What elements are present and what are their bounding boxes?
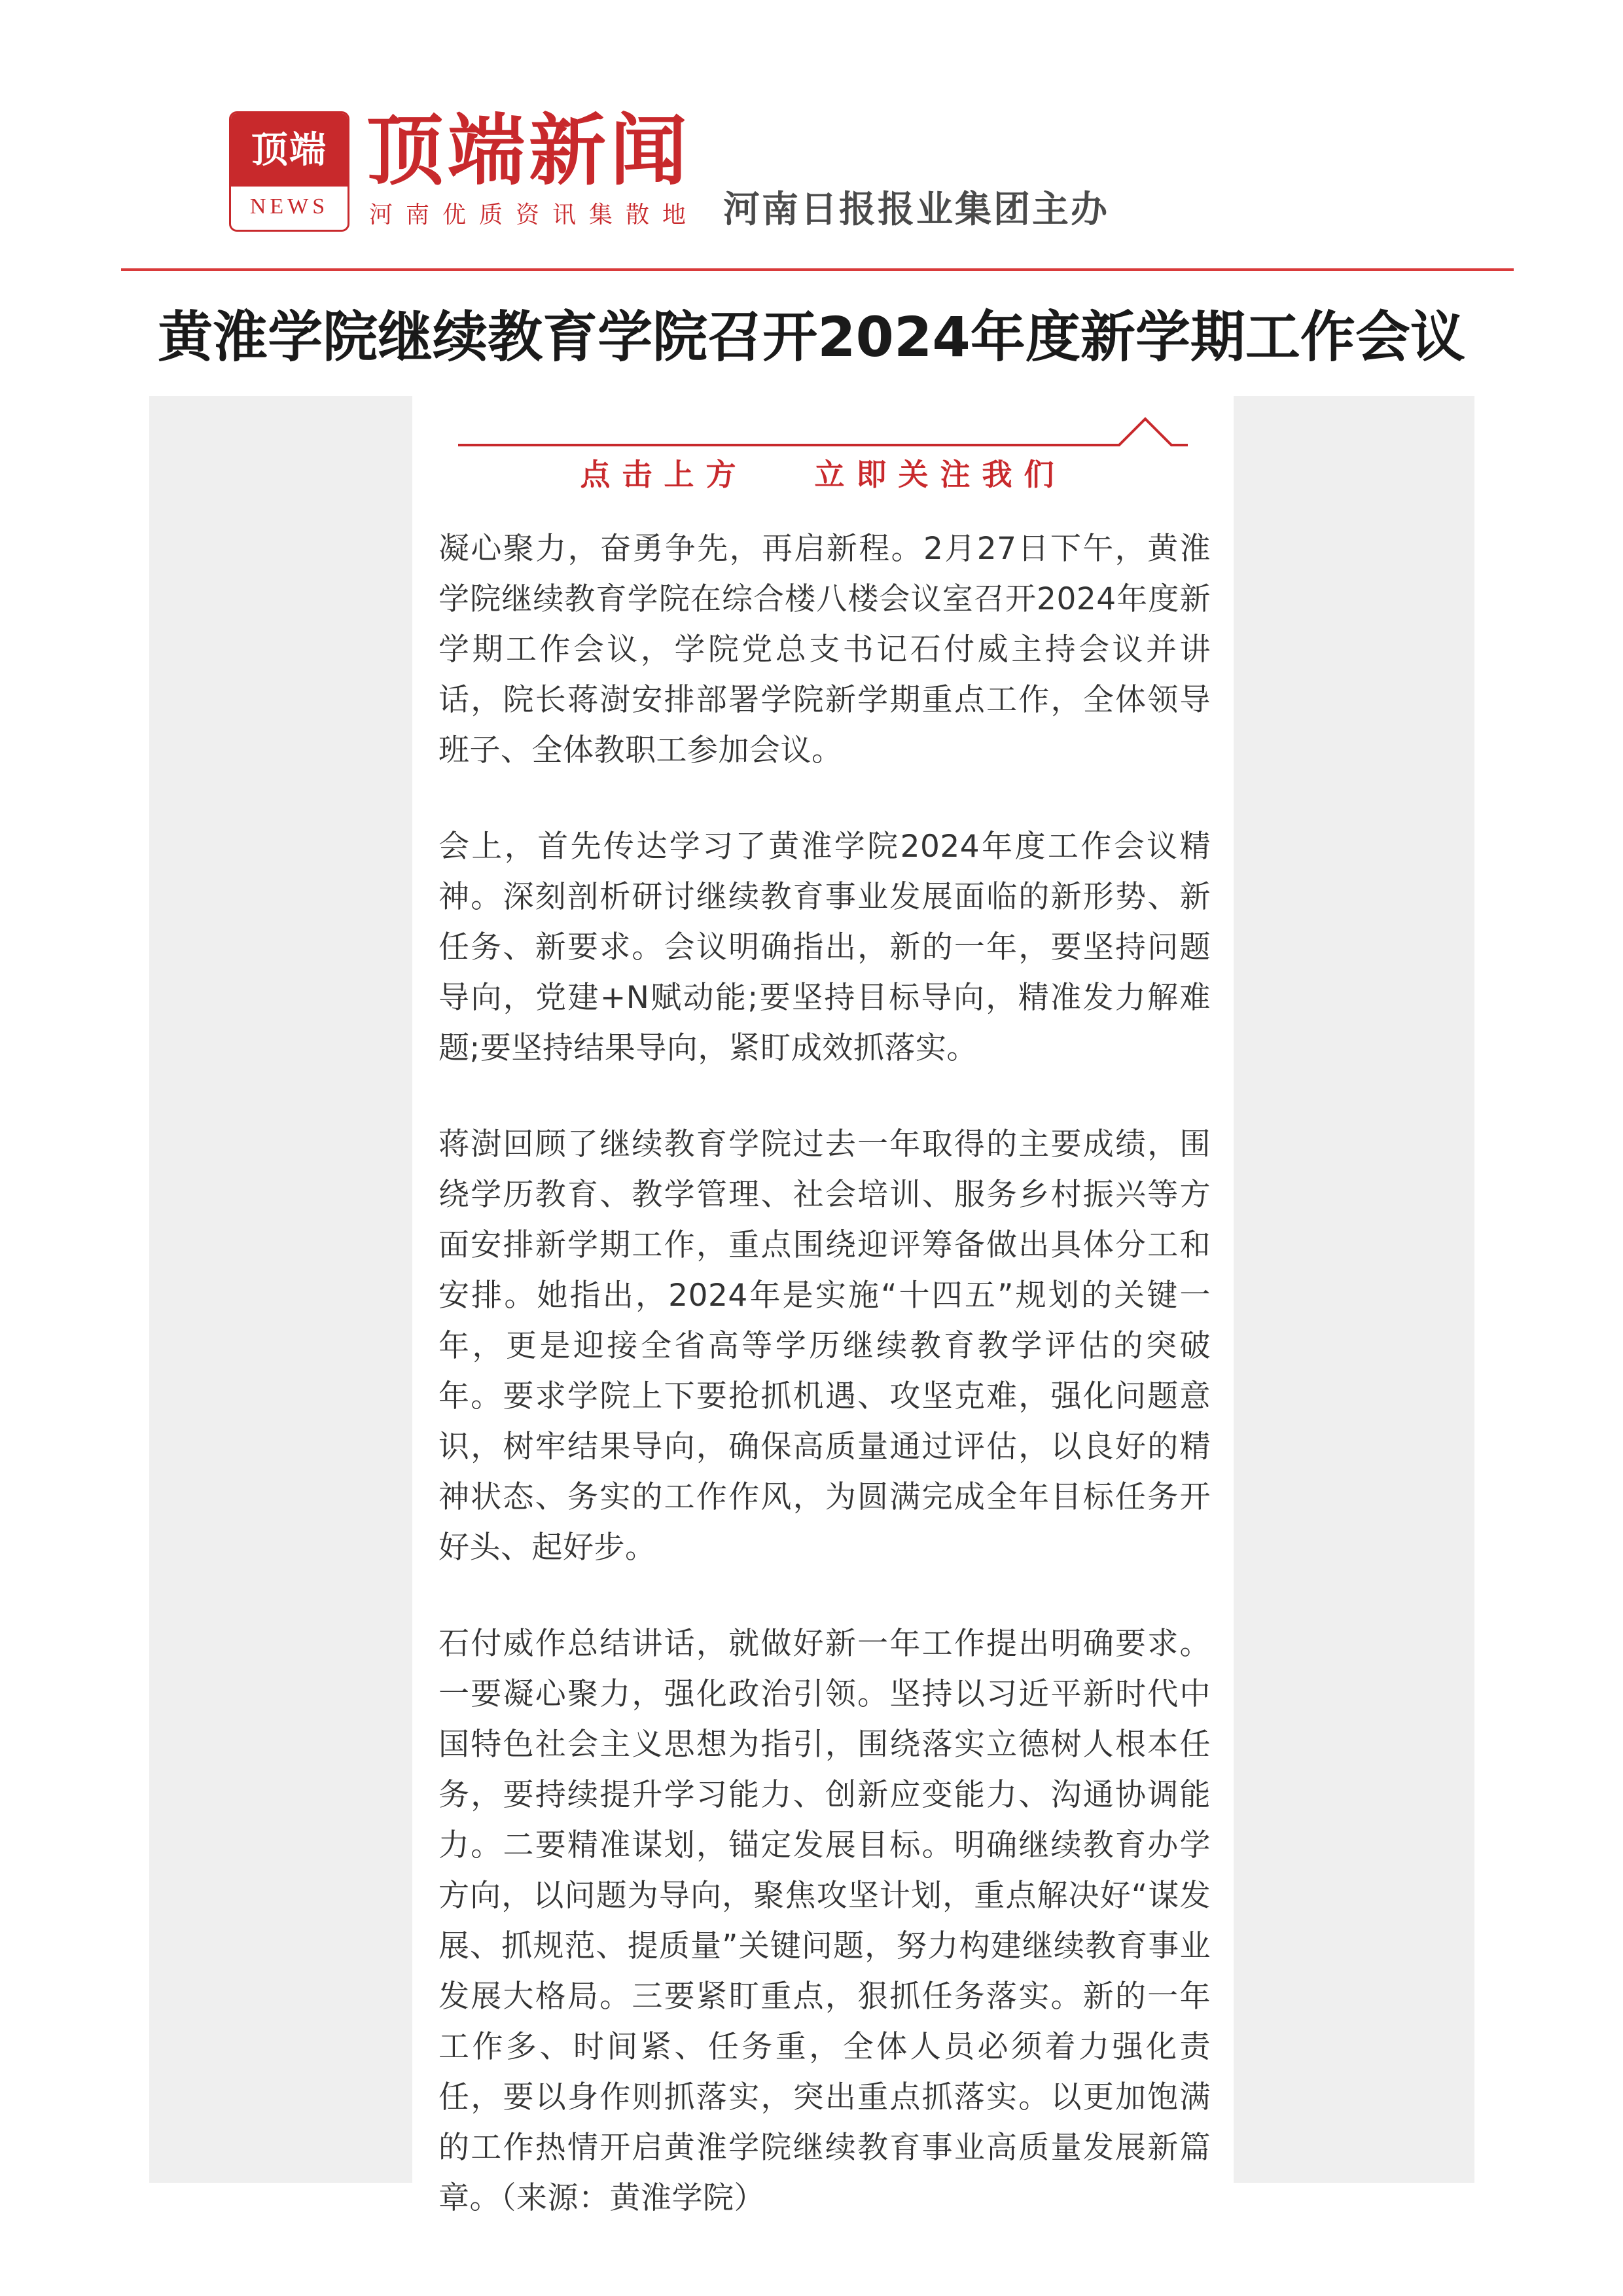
paragraph-2: 会上，首先传达学习了黄淮学院2024年度工作会议精神。深刻剖析研讨继续教育事业发展面临的新形势、新任务、新要求。会议明确指出，新的一年，要坚持问题导向，党建+N赋动能;要坚持目标导向，精准发力解难题;要坚持结果导向，紧盯成效抓落实。 xyxy=(438,829,1211,1066)
header-divider xyxy=(121,268,1514,271)
paragraph-4: 石付威作总结讲话，就做好新一年工作提出明确要求。一要凝心聚力，强化政治引领。坚持以习近平新时代中国特色社会主义思想为指引，围绕落实立德树人根本任务，要持续提升学习能力、创新应变能力、沟通协调能力。二要精准谋划，锚定发展目标。明确继续教育办学方向，以问题为导向，聚焦攻坚计划，重点解决好“谋发展、抓规范、提质量”关键问题，努力构建继续教育事业发展大格局。三要紧盯重点，狠抓任务落实。新的一年工作多、时间紧、任务重，全体人员必须着力强化责任，要以身作则抓落实，突出重点抓落实。以更加饱满的工作热情开启黄淮学院继续教育事业高质量发展新篇章。（来源：黄淮学院） xyxy=(438,1626,1211,2216)
brand-tagline: 河南优质资讯集散地 xyxy=(369,202,700,228)
brand-sponsor: 河南日报报业集团主办 xyxy=(723,188,1109,231)
brand-name: 顶端新闻 xyxy=(366,105,692,196)
banner-line-icon xyxy=(458,412,1188,458)
paragraph-3: 蒋澍回顾了继续教育学院过去一年取得的主要成绩，围绕学历教育、教学管理、社会培训、服务乡村振兴等方面安排新学期工作，重点围绕迎评筹备做出具体分工和安排。她指出，2024年是实施“十四五”规划的关键一年，更是迎接全省高等学历继续教育教学评估的突破年。要求学院上下要抢抓机遇、攻坚克难，强化问题意识，树牢结果导向，确保高质量通过评估，以良好的精神状态、务实的工作作风，为圆满完成全年目标任务开好头、起好步。 xyxy=(438,1126,1211,1566)
follow-prompt[interactable]: 点击上方 立即关注我们 xyxy=(580,457,1066,492)
page-header xyxy=(0,0,1623,275)
badge-top-text: 顶端 xyxy=(231,113,348,187)
brand-logo-badge xyxy=(229,111,349,232)
article-title: 黄淮学院继续教育学院召开2024年度新学期工作会议 xyxy=(158,305,1465,369)
follow-banner[interactable] xyxy=(458,412,1188,497)
badge-bottom-text: NEWS xyxy=(249,194,329,219)
article-body xyxy=(438,524,1211,2269)
paragraph-1: 凝心聚力，奋勇争先，再启新程。2月27日下午，黄淮学院继续教育学院在综合楼八楼会议室召开2024年度新学期工作会议，学院党总支书记石付威主持会议并讲话，院长蒋澍安排部署学院新学期重点工作，全体领导班子、全体教职工参加会议。 xyxy=(438,531,1211,768)
